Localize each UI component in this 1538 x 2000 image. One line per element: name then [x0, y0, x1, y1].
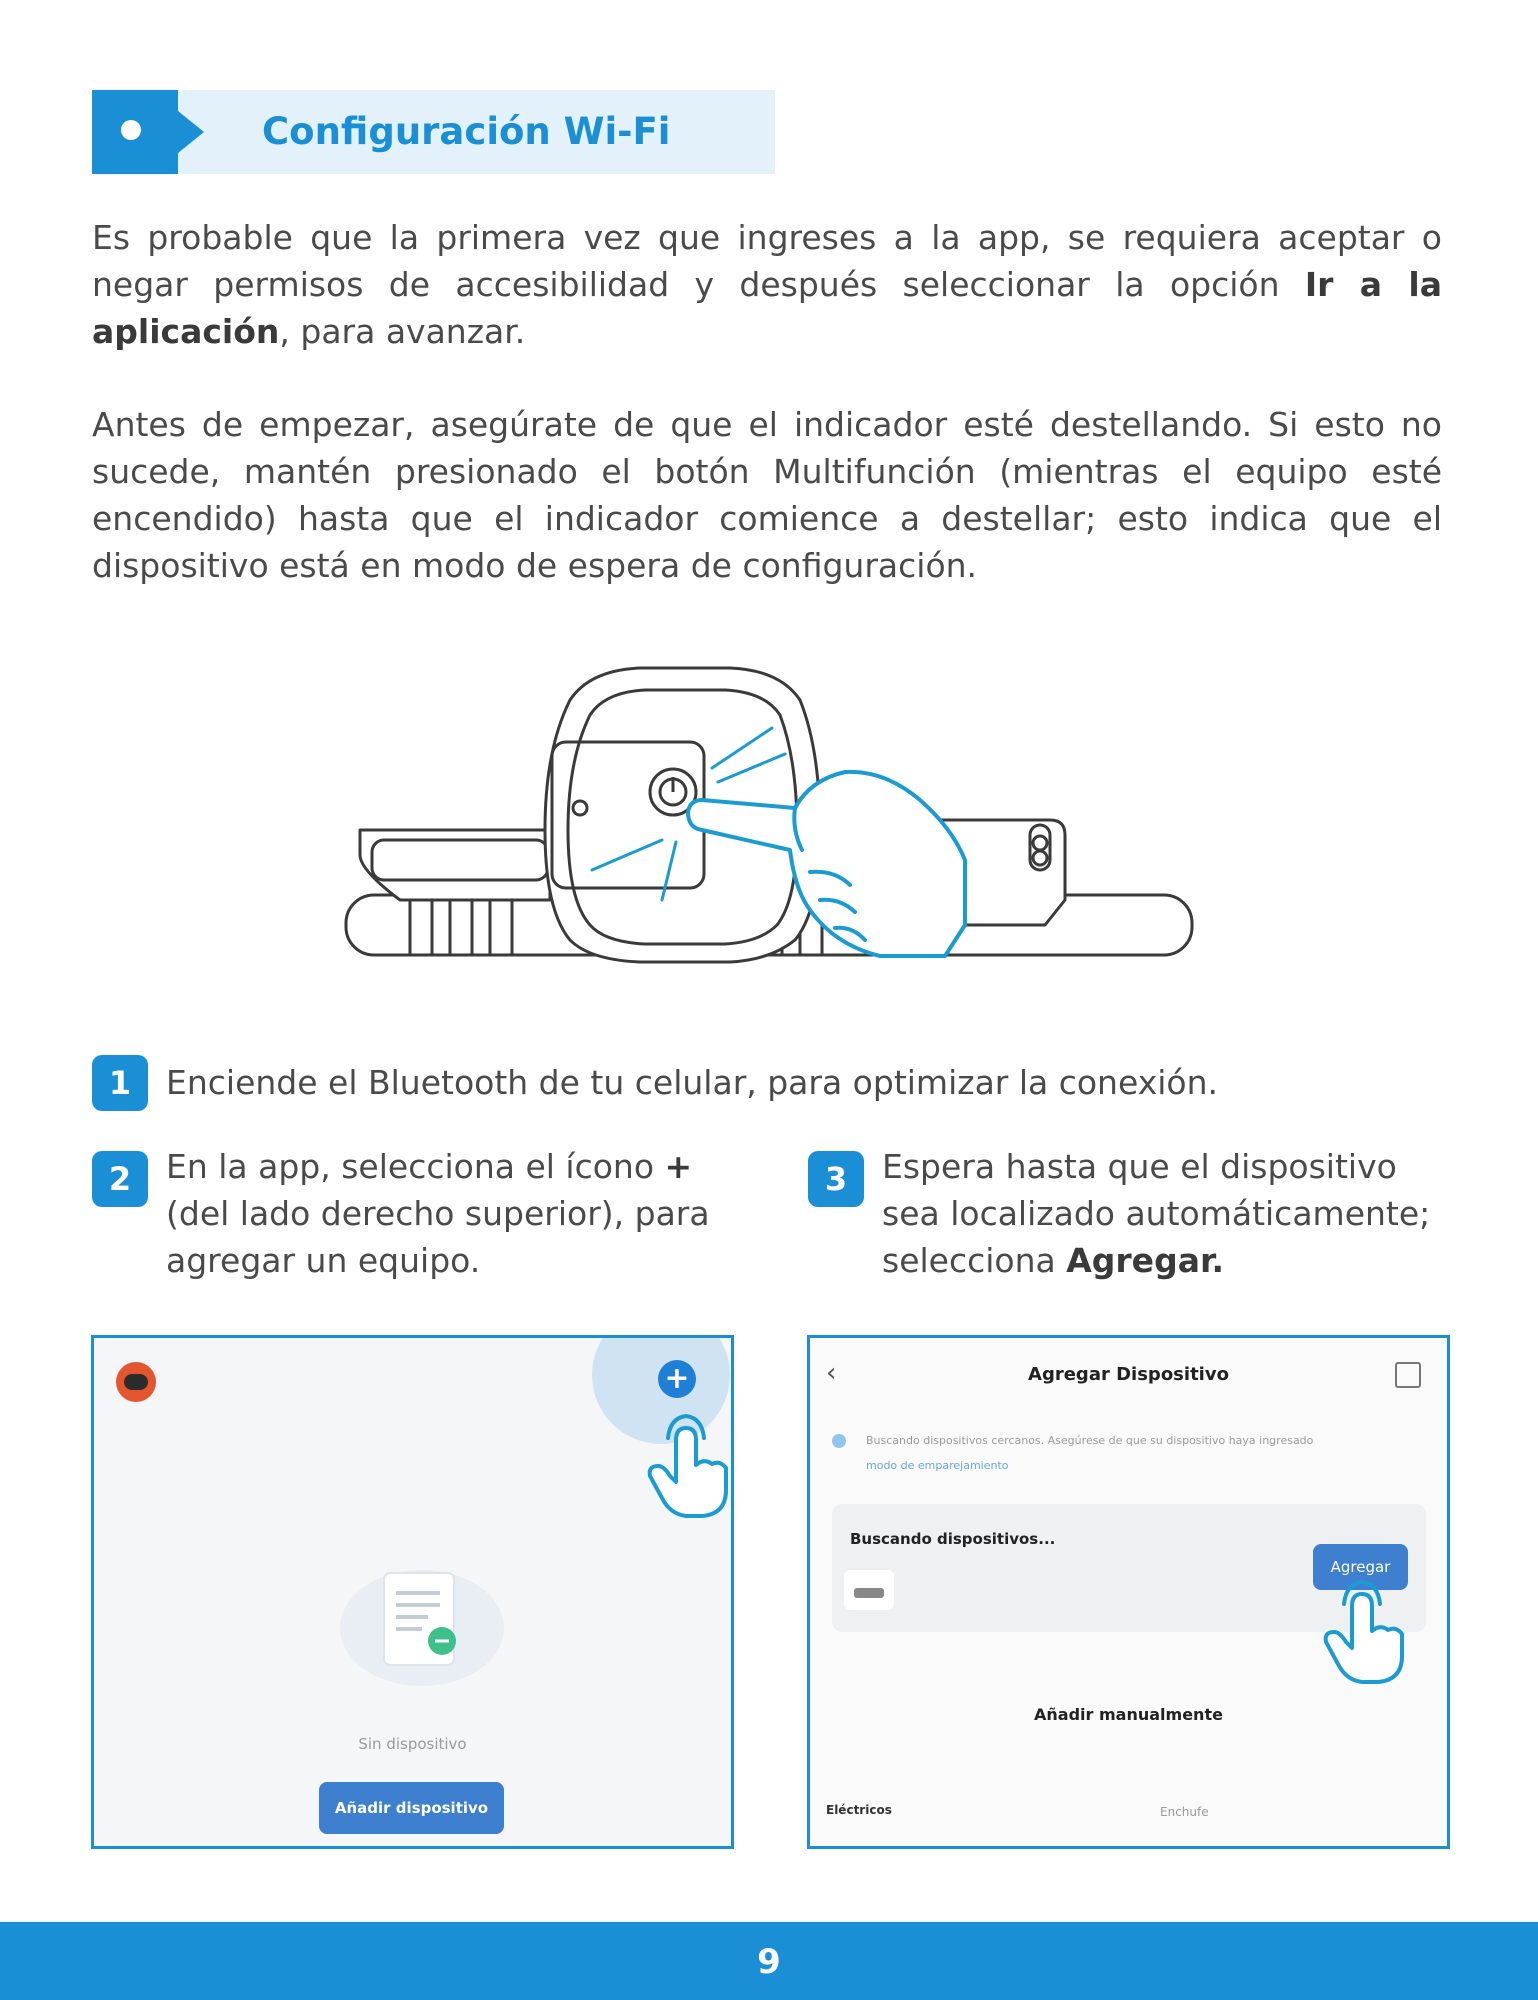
step-2-text: En la app, selecciona el ícono + (del lado derecho superior), para agregar un equipo.: [166, 1147, 710, 1280]
scan-icon[interactable]: [1395, 1362, 1421, 1388]
pairing-mode-link[interactable]: modo de emparejamiento: [866, 1459, 1009, 1472]
section-title: Configuración Wi-Fi: [262, 110, 671, 153]
add-manually-label[interactable]: Añadir manualmente: [1034, 1705, 1223, 1724]
app-screen-add-device: [807, 1335, 1450, 1849]
go-to-app-option: Ir a la aplicación: [92, 265, 1442, 351]
step-3-badge: 3: [808, 1151, 864, 1207]
app-screen-home: [91, 1335, 734, 1849]
empty-state-icon: [322, 1543, 522, 1703]
page-number: 9: [757, 1942, 781, 1982]
category-enchufe[interactable]: Enchufe: [1160, 1805, 1209, 1819]
device-press-illustration: [340, 660, 1200, 980]
info-icon: [832, 1434, 846, 1448]
screen-title: Agregar Dispositivo: [1028, 1364, 1229, 1385]
step-1-badge: 1: [92, 1055, 148, 1111]
add-device-button[interactable]: Añadir dispositivo: [319, 1782, 504, 1834]
plus-icon-reference: +: [664, 1147, 693, 1186]
header-dot-icon: [121, 120, 141, 140]
app-avatar-icon[interactable]: [116, 1362, 156, 1402]
agregar-reference: Agregar.: [1066, 1241, 1225, 1280]
tap-hand-icon-2: [1320, 1576, 1410, 1686]
step-1-text: Enciende el Bluetooth de tu celular, para optimizar la conexión.: [166, 1063, 1218, 1102]
add-device-plus-button[interactable]: +: [658, 1360, 696, 1398]
tap-hand-icon: [644, 1410, 734, 1520]
header-arrow-icon: [178, 111, 204, 153]
search-notice: Buscando dispositivos cercanos. Asegúrese de que su dispositivo haya ingresado: [866, 1434, 1314, 1447]
found-device-icon: [844, 1570, 894, 1610]
paragraph-permissions: Es probable que la primera vez que ingreses a la app, se requiera aceptar o negar permisos de accesibilidad y después seleccionar la opción Ir a la aplicación, para avanzar.: [92, 218, 1442, 351]
back-chevron-icon[interactable]: ‹: [826, 1358, 837, 1388]
agregar-button[interactable]: Agregar: [1313, 1544, 1408, 1590]
step-2-badge: 2: [92, 1151, 148, 1207]
paragraph-indicator: Antes de empezar, asegúrate de que el indicador esté destellando. Si esto no sucede, mantén presionado el botón Multifunción (mientras el equipo esté encendido) hasta que el indicador comience a destellar; esto indica que el dispositivo está en modo de espera de configuración.: [92, 405, 1442, 585]
empty-state-label: Sin dispositivo: [358, 1735, 467, 1753]
category-electricos[interactable]: Eléctricos: [826, 1803, 892, 1817]
searching-label: Buscando dispositivos...: [850, 1530, 1056, 1548]
step-3-text: Espera hasta que el dispositivo sea localizado automáticamente; selecciona Agregar.: [882, 1147, 1431, 1280]
